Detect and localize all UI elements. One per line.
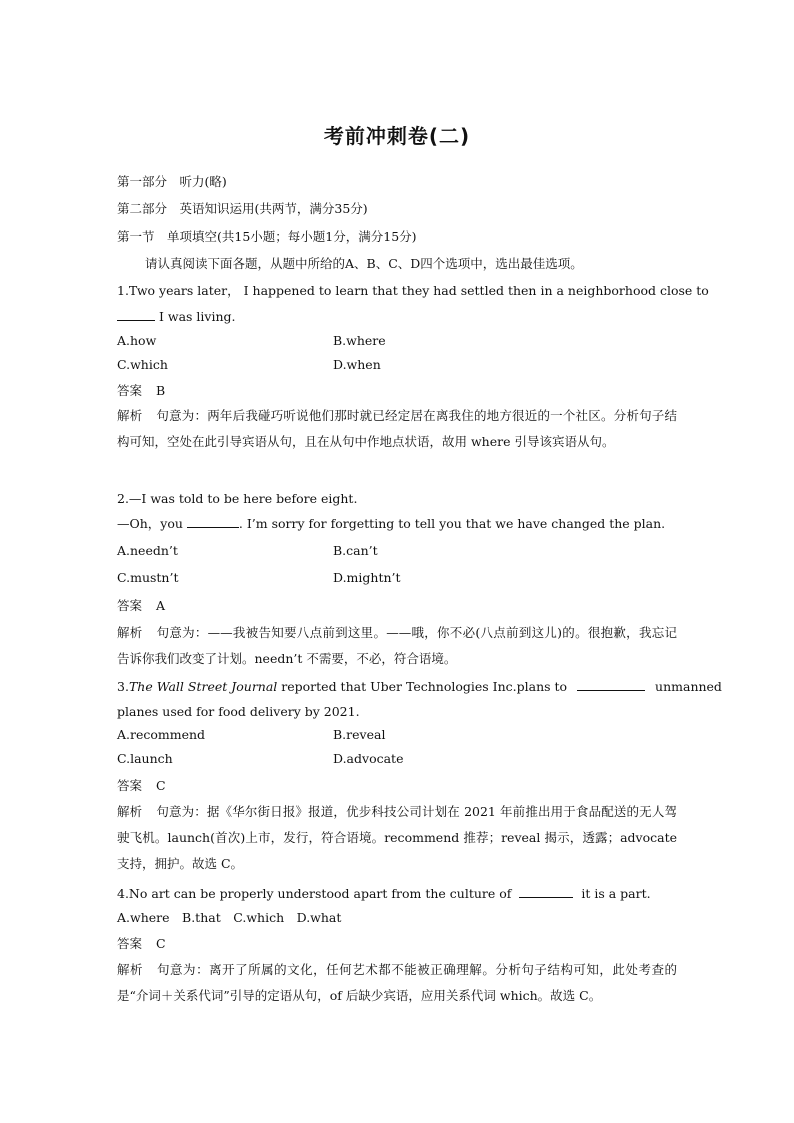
q2-option-c: C.mustn’t xyxy=(117,570,179,585)
q1-stem-a: 1.Two years later， I happened to learn that they had settled then in a neighborhood close to xyxy=(117,283,709,298)
q2-answer xyxy=(117,597,677,615)
q2-analysis xyxy=(117,620,677,672)
q1-answer-value: B xyxy=(156,383,166,398)
q2-line2-a: —Oh，you xyxy=(117,516,183,531)
answer-label: 答案 xyxy=(117,778,143,793)
q3-option-b: B.reveal xyxy=(333,727,386,742)
section1-heading: 第一节 单项填空(共15小题；每小题1分，满分15分) xyxy=(117,229,417,244)
q3-option-d: D.advocate xyxy=(333,751,404,766)
page-title: 考前冲刺卷(二) xyxy=(323,124,471,148)
q4-analysis-text: 句意为：离开了所属的文化，任何艺术都不能被正确理解。分析句子结构可知，此处考查的是“介词＋关系代词”引导的定语从句，of 后缺少宾语，应用关系代词 which。故选 C。 xyxy=(117,962,677,1003)
analysis-label: 解析 xyxy=(117,625,143,640)
q1-option-a: A.how xyxy=(117,333,157,348)
q1-blank xyxy=(117,308,155,321)
q1-option-c: C.which xyxy=(117,357,168,372)
q1-option-b: B.where xyxy=(333,333,386,348)
q3-analysis xyxy=(117,799,677,877)
part1-heading: 第一部分 听力(略) xyxy=(117,174,227,189)
q3-stem xyxy=(117,678,722,696)
q4-options: A.where B.that C.which D.what xyxy=(117,910,342,925)
q2-line2-b: . I’m sorry for forgetting to tell you that we have changed the plan. xyxy=(238,516,666,531)
instruction-text: 请认真阅读下面各题，从题中所给的A、B、C、D四个选项中，选出最佳选项。 xyxy=(145,256,583,271)
q3-num: 3. xyxy=(117,679,129,694)
q3-option-c: C.launch xyxy=(117,751,173,766)
answer-label: 答案 xyxy=(117,598,143,613)
q3-source: The Wall Street Journal xyxy=(128,679,278,694)
q4-stem-a: 4.No art can be properly understood apart from the culture of xyxy=(117,886,512,901)
q3-stem-a: reported that Uber Technologies Inc.plans to xyxy=(281,679,568,694)
q4-analysis xyxy=(117,957,677,1009)
q2-option-d: D.mightn’t xyxy=(333,570,401,585)
analysis-label: 解析 xyxy=(117,408,143,423)
q1-answer xyxy=(117,382,677,400)
q4-stem-b: it is a part. xyxy=(581,886,651,901)
q4-answer xyxy=(117,935,677,953)
q1-stem-cont xyxy=(117,308,677,326)
q3-blank xyxy=(577,678,645,691)
answer-label: 答案 xyxy=(117,383,143,398)
q3-analysis-text: 句意为：据《华尔街日报》报道，优步科技公司计划在 2021 年前推出用于食品配送的无人驾驶飞机。launch(首次)上市，发行，符合语境。recommend 推荐；reveal 揭示，透露；advocate 支持，拥护。故选 C。 xyxy=(117,804,677,871)
q3-answer-value: C xyxy=(156,778,166,793)
analysis-label: 解析 xyxy=(117,962,144,977)
analysis-label: 解析 xyxy=(117,804,143,819)
q1-analysis-text: 句意为：两年后我碰巧听说他们那时就已经定居在离我住的地方很近的一个社区。分析句子结构可知，空处在此引导宾语从句，且在从句中作地点状语，故用 where 引导该宾语从句。 xyxy=(117,408,677,449)
q3-stem-b: unmanned xyxy=(655,679,722,694)
q2-option-b: B.can’t xyxy=(333,543,378,558)
part2-heading: 第二部分 英语知识运用(共两节，满分35分) xyxy=(117,201,368,216)
q2-analysis-text: 句意为：——我被告知要八点前到这里。——哦，你不必(八点前到这儿)的。很抱歉，我忘记告诉你我们改变了计划。needn’t 不需要，不必，符合语境。 xyxy=(117,625,677,666)
q3-stem-cont: planes used for food delivery by 2021. xyxy=(117,704,360,719)
q1-option-d: D.when xyxy=(333,357,381,372)
q3-option-a: A.recommend xyxy=(117,727,206,742)
q2-option-a: A.needn’t xyxy=(117,543,178,558)
q4-blank xyxy=(519,885,573,898)
q2-answer-value: A xyxy=(156,598,166,613)
q1-stem xyxy=(117,282,709,300)
q4-answer-value: C xyxy=(156,936,166,951)
q4-stem xyxy=(117,885,677,903)
q1-analysis xyxy=(117,403,677,455)
q2-line1: 2.—I was told to be here before eight. xyxy=(117,491,358,506)
q1-stem-b: I was living. xyxy=(158,309,236,324)
q2-blank xyxy=(187,515,239,528)
q3-answer xyxy=(117,777,677,795)
answer-label: 答案 xyxy=(117,936,143,951)
q2-line2 xyxy=(117,515,677,533)
